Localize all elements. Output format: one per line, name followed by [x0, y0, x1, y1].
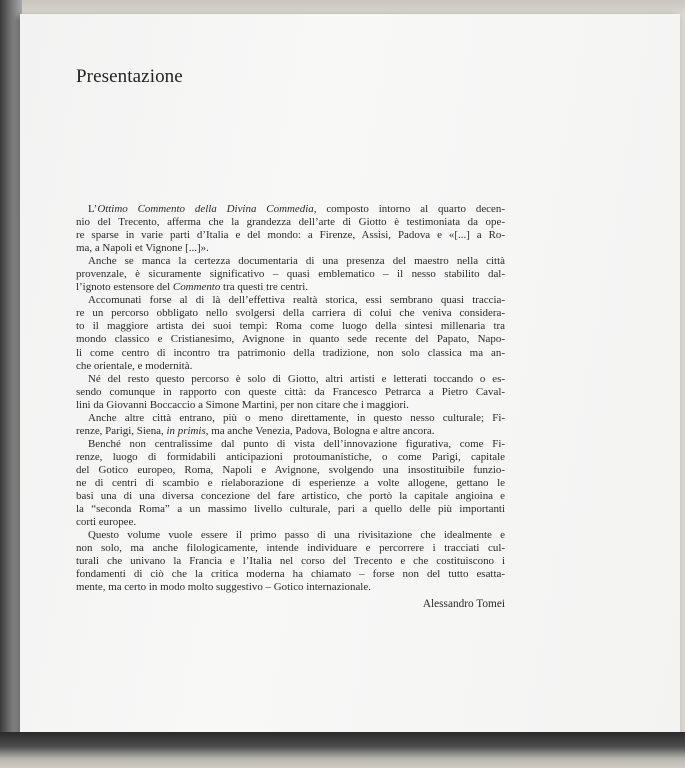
- text-line: [76, 229, 505, 242]
- text-run: corti europee.: [76, 516, 137, 529]
- paragraph: [76, 412, 505, 438]
- text-run: fondamenti di ciò che la critica moderna ha chiamato – forse non del tutto esatta-: [76, 568, 505, 581]
- text-run: mondo classico e Cristianesimo, Avignone in quanto sede recente del Papato, Napo-: [76, 333, 505, 346]
- text-line: [76, 568, 505, 581]
- text-run: la “seconda Roma” a un massimo livello culturale, pari a quello delle più importanti: [76, 503, 505, 516]
- text-line: [76, 386, 505, 399]
- text-line: [76, 203, 505, 216]
- text-line: [76, 307, 505, 320]
- text-run: basi una di una diversa concezione del fare artistico, che portò la capitale angioina e: [76, 490, 505, 503]
- text-line: [76, 451, 505, 464]
- text-run: lini da Giovanni Boccaccio a Simone Martini, per non citare che i maggiori.: [76, 398, 409, 411]
- text-run: Benché non centralissime dal punto di vista dell’innovazione figurativa, come Fi-: [88, 437, 505, 450]
- text-line: [76, 503, 505, 516]
- text-run: Né del resto questo percorso è solo di Giotto, altri artisti e letterati toccando o es-: [88, 372, 505, 385]
- text-line: [76, 320, 505, 333]
- book-page: [20, 14, 680, 736]
- text-line: [76, 294, 505, 307]
- text-run: nio del Trecento, afferma che la grandezza dell’arte di Giotto è testimoniata da ope-: [76, 216, 505, 229]
- text-line: [76, 373, 505, 386]
- text-line: [76, 216, 505, 229]
- text-run: sendo comunque in rapporto con queste città: da Francesco Petrarca a Pietro Caval-: [76, 385, 505, 398]
- text-run: ma, a Napoli et Vignone [...]».: [76, 242, 209, 255]
- text-run: to il maggiore artista dei suoi tempi: Roma come luogo della sintesi millenaria tra: [76, 320, 505, 333]
- text-run: li come centro di incontro tra patrimonio della tradizione, non solo classica ma an-: [76, 346, 505, 359]
- text-line: [76, 581, 505, 594]
- paragraph: [76, 255, 505, 294]
- text-line: [76, 412, 505, 425]
- book-bottom-edge: [0, 732, 685, 768]
- text-run: che orientale, e modernità.: [76, 359, 193, 372]
- paragraph: [76, 294, 505, 372]
- text-line: [76, 542, 505, 555]
- paragraph: [76, 203, 505, 255]
- text-line: [76, 490, 505, 503]
- text-line: [76, 242, 505, 255]
- text-line: [76, 281, 505, 294]
- text-run: provenzale, è sicuramente significativo – quasi emblematico – il nesso stabilito dal-: [76, 268, 505, 281]
- text-run: , ma anche Venezia, Padova, Bologna e altre ancora.: [205, 424, 435, 437]
- text-run: re un percorso obbligato nello svolgersi della carriera di colui che veniva considera-: [76, 307, 505, 320]
- text-line: [76, 255, 505, 268]
- italic-title: in primis: [166, 424, 206, 437]
- text-line: [76, 360, 505, 373]
- text-line: [76, 438, 505, 451]
- text-run: re sparse in varie parti d’Italia e del mondo: a Firenze, Assisi, Padova e «[...] a Ro-: [76, 229, 505, 242]
- text-run: non solo, ma anche filologicamente, intende individuare e percorrere i tracciati cul-: [76, 542, 505, 555]
- text-run: Anche se manca la certezza documentaria di una presenza del maestro nella città: [88, 255, 505, 268]
- text-run: Anche altre città entrano, più o meno direttamente, in questo nesso culturale; Fi-: [88, 411, 505, 424]
- book-spine: [0, 0, 22, 768]
- text-line: [76, 464, 505, 477]
- text-line: [76, 425, 505, 438]
- paragraph: [76, 438, 505, 529]
- text-line: [76, 555, 505, 568]
- text-run: turali che univano la Francia e l’Italia nel corso del Trecento e che costituiscono i: [76, 555, 505, 568]
- text-run: del Gotico europeo, Roma, Napoli e Avignone, svolgendo una insostituibile funzio-: [76, 463, 505, 476]
- text-run: renze, luogo di formidabili anticipazioni protoumanistiche, o come Parigi, capitale: [76, 450, 505, 463]
- text-run: Questo volume vuole essere il primo passo di una rivisitazione che idealmente e: [88, 529, 505, 542]
- paragraph: [76, 373, 505, 412]
- text-run: , composto intorno al quarto decen-: [313, 203, 505, 215]
- paragraph: [76, 529, 505, 594]
- text-line: [76, 268, 505, 281]
- text-line: [76, 529, 505, 542]
- body-text: [76, 203, 505, 594]
- text-run: renze, Parigi, Siena,: [76, 424, 167, 437]
- text-run: Accomunati forse al di là dell’effettiva realtà storica, essi sembrano quasi traccia-: [88, 294, 505, 307]
- text-run: mente, ma certo in modo molto suggestivo – Gotico internazionale.: [76, 581, 371, 594]
- text-line: [76, 477, 505, 490]
- text-run: L’: [88, 203, 98, 215]
- text-line: [76, 347, 505, 360]
- text-line: [76, 333, 505, 346]
- text-run: l’ignoto estensore del: [76, 281, 173, 294]
- text-line: [76, 399, 505, 412]
- text-run: tra questi tre centri.: [220, 281, 309, 294]
- italic-title: Ottimo Commento della Divina Commedia: [97, 203, 314, 215]
- italic-title: Commento: [172, 281, 221, 294]
- text-line: [76, 516, 505, 529]
- text-run: ne di centri di scambio e rielaborazione di esperienze a volte allogene, gettano le: [76, 476, 505, 489]
- page-title: Presentazione: [76, 66, 183, 87]
- author-signature: Alessandro Tomei: [422, 598, 505, 610]
